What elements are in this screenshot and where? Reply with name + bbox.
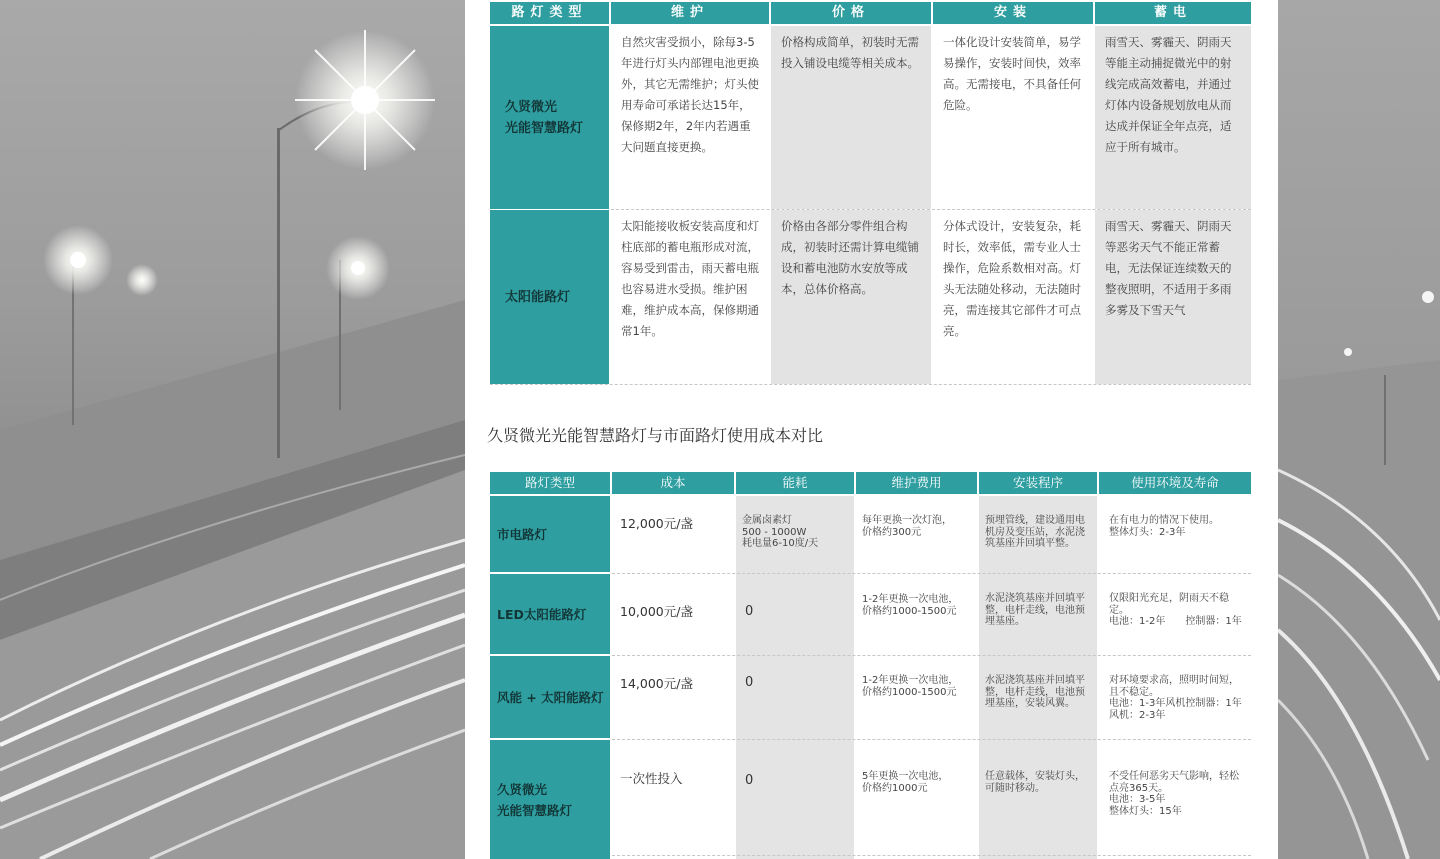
t2-row3-env: 对环境要求高，照明时间短，且不稳定。 电池：1-3年风机控制器：1年 风机：2-3年: [1109, 675, 1242, 721]
t1-row1-maintenance: 自然灾害受损小，除每3-5年进行灯头内部锂电池更换外，其它无需维护；灯头使用寿命可承诺长达15年，保修期2年，2年内若遇重大问题直接更换。: [611, 26, 769, 209]
t2-header-type: 路灯类型: [490, 472, 610, 494]
t2-row3-energy: 0: [745, 675, 754, 690]
t1-row1-storage: 雨雪天、雾霾天、阴雨天等能主动捕捉微光中的射线完成高效蓄电，并通过灯体内设备规划放电从而达成并保证全年点亮，适应于所有城市。: [1095, 26, 1251, 209]
t2-row4-energy: 0: [745, 773, 754, 788]
t2-header-energy: 能耗: [736, 472, 854, 494]
t1-header-install: 安装: [933, 2, 1093, 24]
t1-row2-install: 分体式设计，安装复杂，耗时长，效率低，需专业人士操作，危险系数相对高。灯头无法随处移动，无法随时亮，需连接其它部件才可点亮。: [933, 210, 1093, 384]
t2-row4-type: [490, 740, 610, 859]
t2-row4-install: 任意载体，安装灯头，可随时移动。: [985, 771, 1085, 794]
t2-row2-type-line1: LED太阳能路灯: [497, 606, 587, 622]
t1-row2-price: 价格由各部分零件组合构成，初装时还需计算电缆铺设和蓄电池防水安放等成本，总体价格高。: [771, 210, 931, 384]
t1-row1-price: 价格构成简单，初装时无需投入铺设电缆等相关成本。: [771, 26, 931, 209]
t2-row1-type-line1: 市电路灯: [497, 526, 548, 542]
section-title: 久贤微光光能智慧路灯与市面路灯使用成本对比: [487, 426, 824, 445]
t2-row4-type-line1: 久贤微光: [497, 781, 548, 797]
t1-row1-type-line2: 光能智慧路灯: [505, 120, 584, 136]
t2-row3-type-line1: 风能 + 太阳能路灯: [497, 689, 604, 705]
t2-row3-cost: 14,000元/盏: [620, 676, 693, 691]
t1-row2-type: [490, 210, 609, 384]
t2-header-maint-cost: 维护费用: [856, 472, 977, 494]
t1-row2-storage: 雨雪天、雾霾天、阴雨天等恶劣天气不能正常蓄电，无法保证连续数天的整夜照明，不适用于多雨多雾及下雪天气: [1095, 210, 1251, 384]
t2-row3-type: [490, 656, 610, 738]
t2-row2-energy: 0: [745, 604, 754, 619]
t2-header-cost: 成本: [612, 472, 734, 494]
t1-header-price: 价格: [771, 2, 931, 24]
t2-row4-type-line2: 光能智慧路灯: [497, 802, 573, 818]
t2-row2-install: 水泥浇筑基座并回填平整，电杆走线，电池预埋基座。: [985, 593, 1085, 627]
t2-row1-type: [490, 496, 610, 572]
t2-header-env-life: 使用环境及寿命: [1099, 472, 1251, 494]
t1-row2-type-line1: 太阳能路灯: [505, 289, 571, 305]
t2-row1-cost: 12,000元/盏: [620, 516, 693, 531]
t2-row1-install: 预埋管线，建设通用电机房及变压站，水泥浇筑基座并回填平整。: [985, 515, 1085, 549]
t2-row-divider: [612, 739, 1251, 740]
t1-row1-type-line1: 久贤微光: [505, 99, 558, 115]
t1-header-storage: 蓄电: [1095, 2, 1251, 24]
right-night-road-photo: [1278, 0, 1440, 859]
t2-row-divider: [612, 573, 1251, 574]
t1-header-type: 路灯类型: [490, 2, 609, 24]
t1-row1-type: [490, 26, 609, 209]
t2-row3-install: 水泥浇筑基座并回填平整，电杆走线，电池预埋基座，安装风翼。: [985, 675, 1085, 709]
t1-header-maintenance: 维护: [611, 2, 769, 24]
t2-row1-env: 在有电力的情况下使用。 整体灯头：2-3年: [1109, 515, 1219, 538]
t2-row1-maint: 每年更换一次灯泡， 价格约300元: [862, 515, 952, 538]
t2-row4-cost: 一次性投入: [620, 771, 683, 786]
t2-energy-column-bg: [736, 496, 854, 859]
t2-row-divider: [612, 855, 1251, 856]
comparison-content: [465, 0, 1278, 859]
light-trails-illustration: [1278, 0, 1440, 859]
t1-row2-maintenance: 太阳能接收板安装高度和灯柱底部的蓄电瓶形成对流，容易受到雷击，雨天蓄电瓶也容易进水受损。维护困难，维护成本高，保修期通常1年。: [611, 210, 769, 384]
left-night-road-photo: [0, 0, 465, 859]
t2-header-install: 安装程序: [979, 472, 1097, 494]
t2-row2-env: 仅限阳光充足，阴雨天不稳定。 电池：1-2年 控制器：1年: [1109, 593, 1242, 627]
t1-bottom-divider: [490, 384, 1251, 385]
t1-row1-install: 一体化设计安装简单，易学易操作，安装时间快，效率高。无需接电，不具备任何危险。: [933, 26, 1093, 209]
t2-row4-maint: 5年更换一次电池， 价格约1000元: [862, 771, 949, 794]
t2-row-divider: [612, 655, 1251, 656]
t2-row2-maint: 1-2年更换一次电池， 价格约1000-1500元: [862, 594, 959, 617]
t2-row2-cost: 10,000元/盏: [620, 604, 693, 619]
t2-row3-maint: 1-2年更换一次电池， 价格约1000-1500元: [862, 675, 959, 698]
t2-row2-type: [490, 574, 610, 654]
night-road-illustration: [0, 0, 465, 859]
t2-row4-env: 不受任何恶劣天气影响，轻松点亮365天。 电池：3-5年 整体灯头：15年: [1109, 771, 1239, 817]
t2-row1-energy: 金属卤素灯 500 - 1000W 耗电量6-10度/天: [742, 515, 819, 549]
